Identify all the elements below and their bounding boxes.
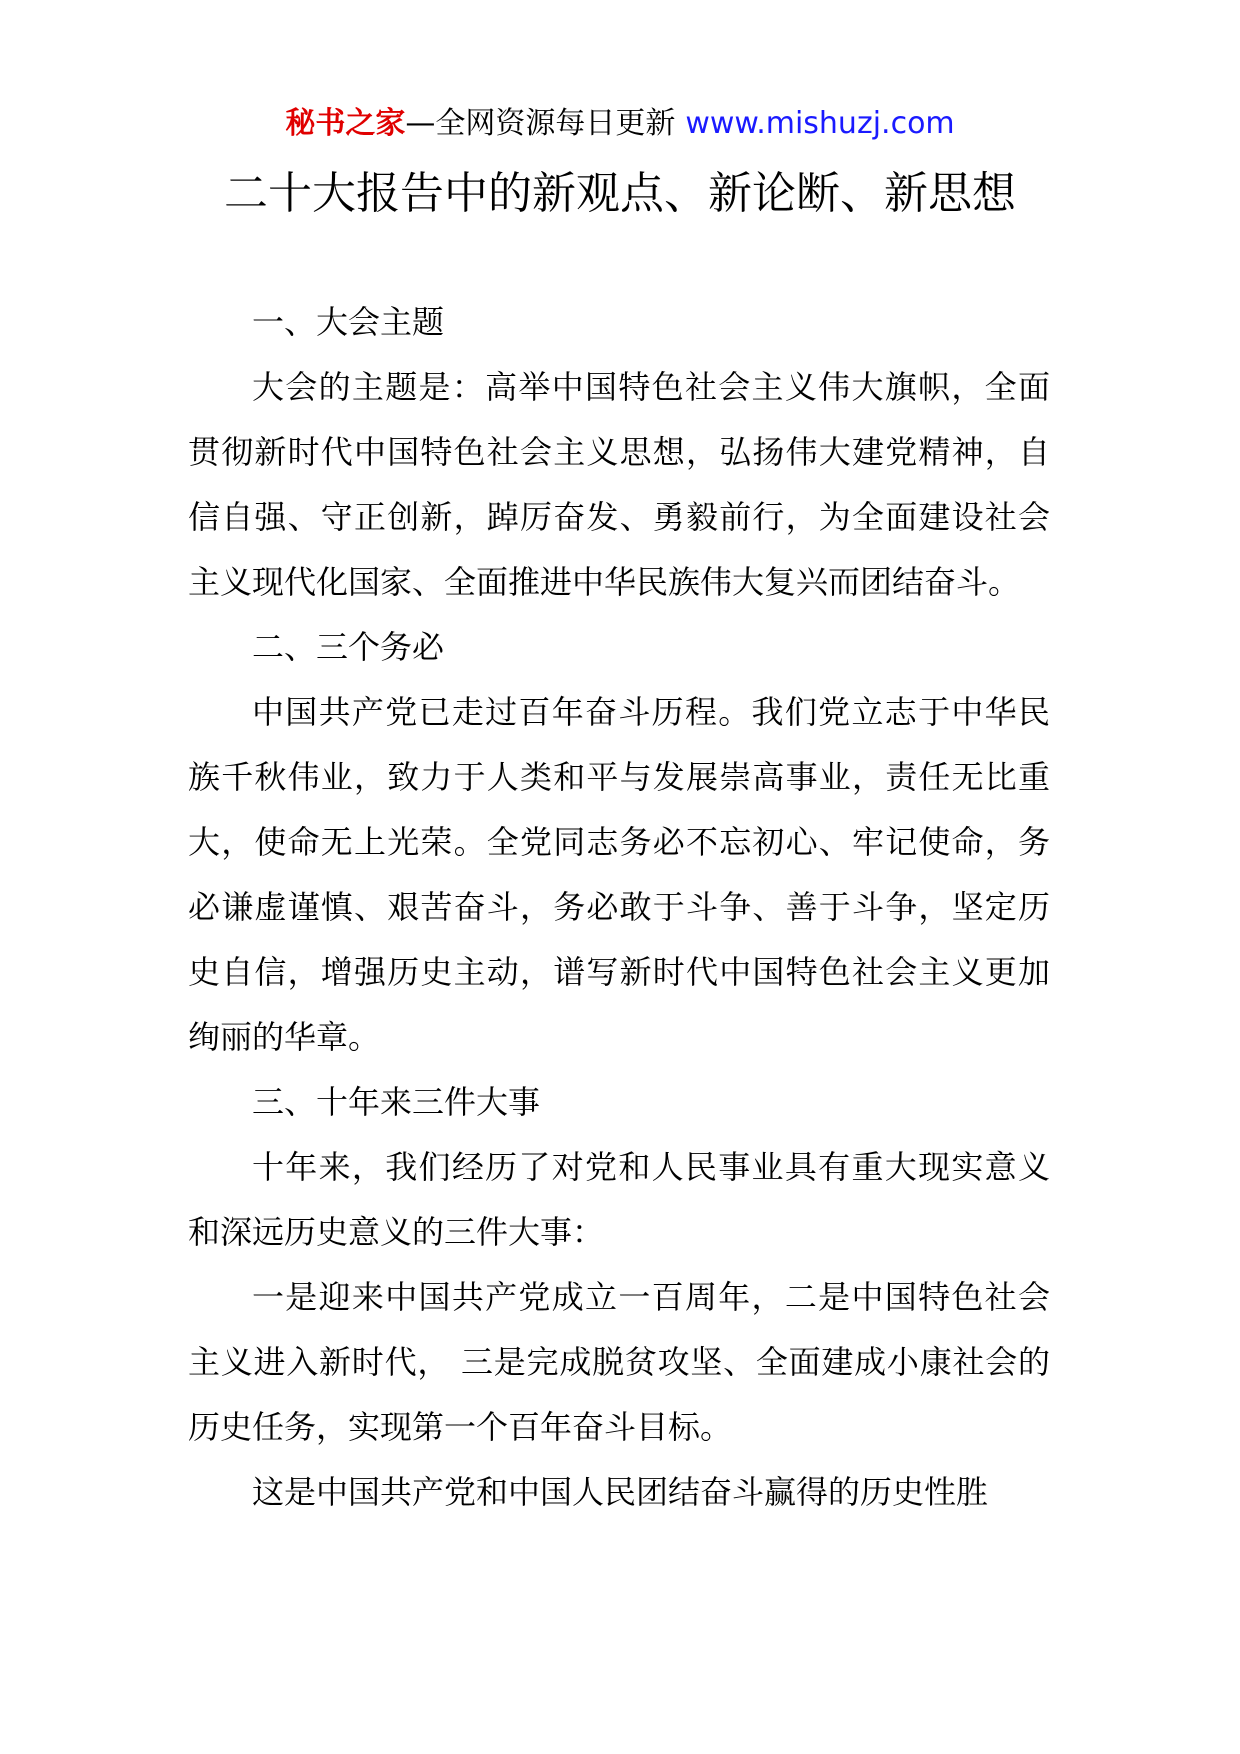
paragraph: 这是中国共产党和中国人民团结奋斗赢得的历史性胜 <box>252 1473 989 1511</box>
site-header <box>0 100 1240 148</box>
site-tagline: —全网资源每日更新 <box>405 106 676 141</box>
site-brand: 秘书之家 <box>285 106 406 141</box>
paragraph: 中国共产党已走过百年奋斗历程。我们党立志于中华民族千秋伟业，致力于人类和平与发展崇高事业，责任无比重大，使命无上光荣。全党同志务必不忘初心、牢记使命，务必谦虚谨慎、艰苦奋斗，务必敢于斗争、善于斗争，坚定历史自信，增强历史主动，谱写新时代中国特色社会主义更加绚丽的华章。 <box>188 693 1050 1056</box>
paragraph: 十年来，我们经历了对党和人民事业具有重大现实意义和深远历史意义的三件大事： <box>188 1148 1050 1251</box>
section-heading-theme: 一、大会主题 <box>252 303 445 341</box>
document-body <box>188 290 1050 1525</box>
document-title: 二十大报告中的新观点、新论断、新思想 <box>224 168 1016 219</box>
paragraph: 一是迎来中国共产党成立一百周年，二是中国特色社会主义进入新时代， 三是完成脱贫攻坚、全面建成小康社会的历史任务，实现第一个百年奋斗目标。 <box>188 1278 1050 1446</box>
section-heading-three-musts: 二、三个务必 <box>252 628 445 666</box>
paragraph: 大会的主题是：高举中国特色社会主义伟大旗帜，全面贯彻新时代中国特色社会主义思想，弘扬伟大建党精神，自信自强、守正创新，踔厉奋发、勇毅前行，为全面建设社会主义现代化国家、全面推进中华民族伟大复兴而团结奋斗。 <box>188 368 1050 601</box>
section-heading-three-events: 三、十年来三件大事 <box>252 1083 541 1121</box>
site-url-link[interactable]: www.mishuzj.com <box>685 106 955 141</box>
